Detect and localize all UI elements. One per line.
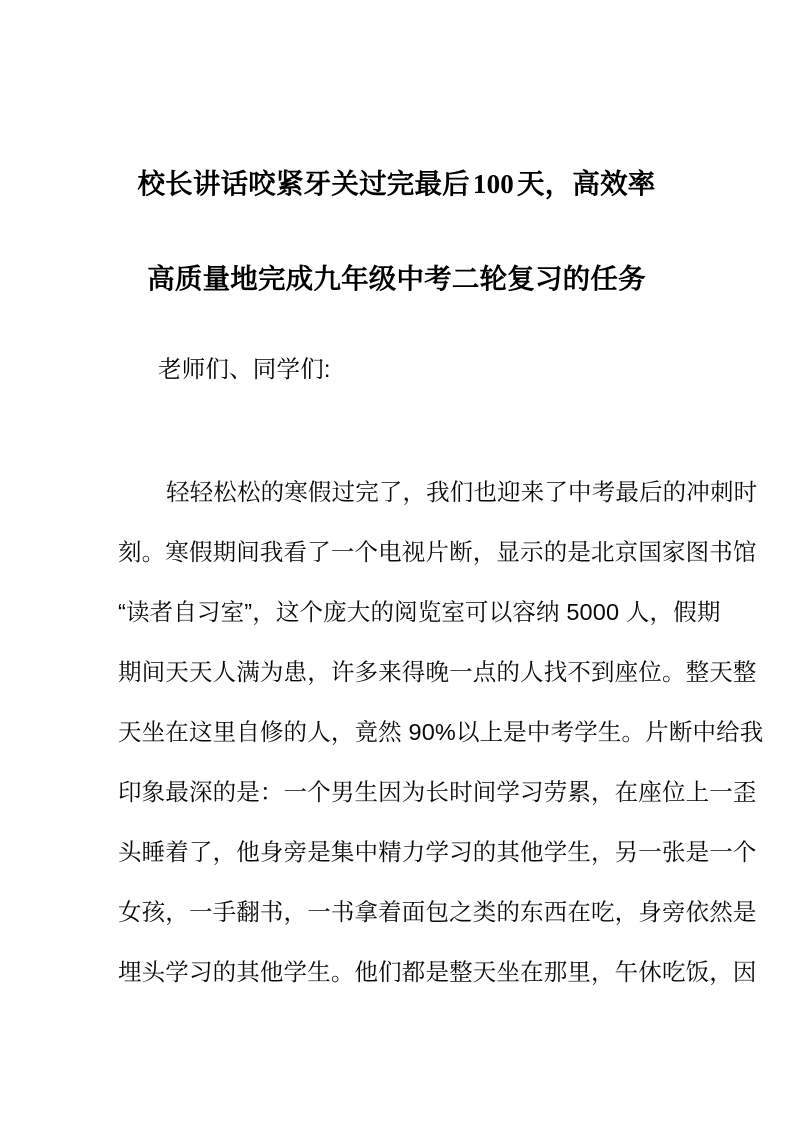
body-line: 头睡着了，他身旁是集中精力学习的其他学生，另一张是一个 [118, 839, 757, 865]
body-line: 天坐在这里自修的人，竟然 90%以上是中考学生。片断中给我 [118, 719, 764, 745]
body-line: 刻。寒假期间我看了一个电视片断，显示的是北京国家图书馆 [118, 539, 757, 565]
body-line: 期间天天人满为患，许多来得晚一点的人找不到座位。整天整 [118, 659, 757, 685]
salutation: 老师们、同学们: [158, 356, 331, 382]
title-line-2: 高质量地完成九年级中考二轮复习的任务 [147, 263, 646, 295]
title-number: 100 [472, 169, 514, 200]
body-line: 印象最深的是：一个男生因为长时间学习劳累，在座位上一歪 [118, 779, 757, 805]
body-line: 女孩，一手翻书，一书拿着面包之类的东西在吃，身旁依然是 [118, 899, 757, 925]
body-line: 轻轻松松的寒假过完了，我们也迎来了中考最后的冲刺时 [166, 479, 758, 505]
body-paragraph [118, 462, 764, 1002]
title-line-1-text-after-number: 天，高效率 [517, 168, 656, 200]
body-line: “读者自习室”，这个庞大的阅览室可以容纳 5000 人，假期 [118, 599, 721, 625]
title-line-1 [110, 136, 683, 231]
page-title [110, 136, 683, 326]
title-line-1-text-before-number: 校长讲话咬紧牙关过完最后 [137, 168, 470, 200]
body-line: 埋头学习的其他学生。他们都是整天坐在那里，午休吃饭，因 [118, 959, 757, 985]
